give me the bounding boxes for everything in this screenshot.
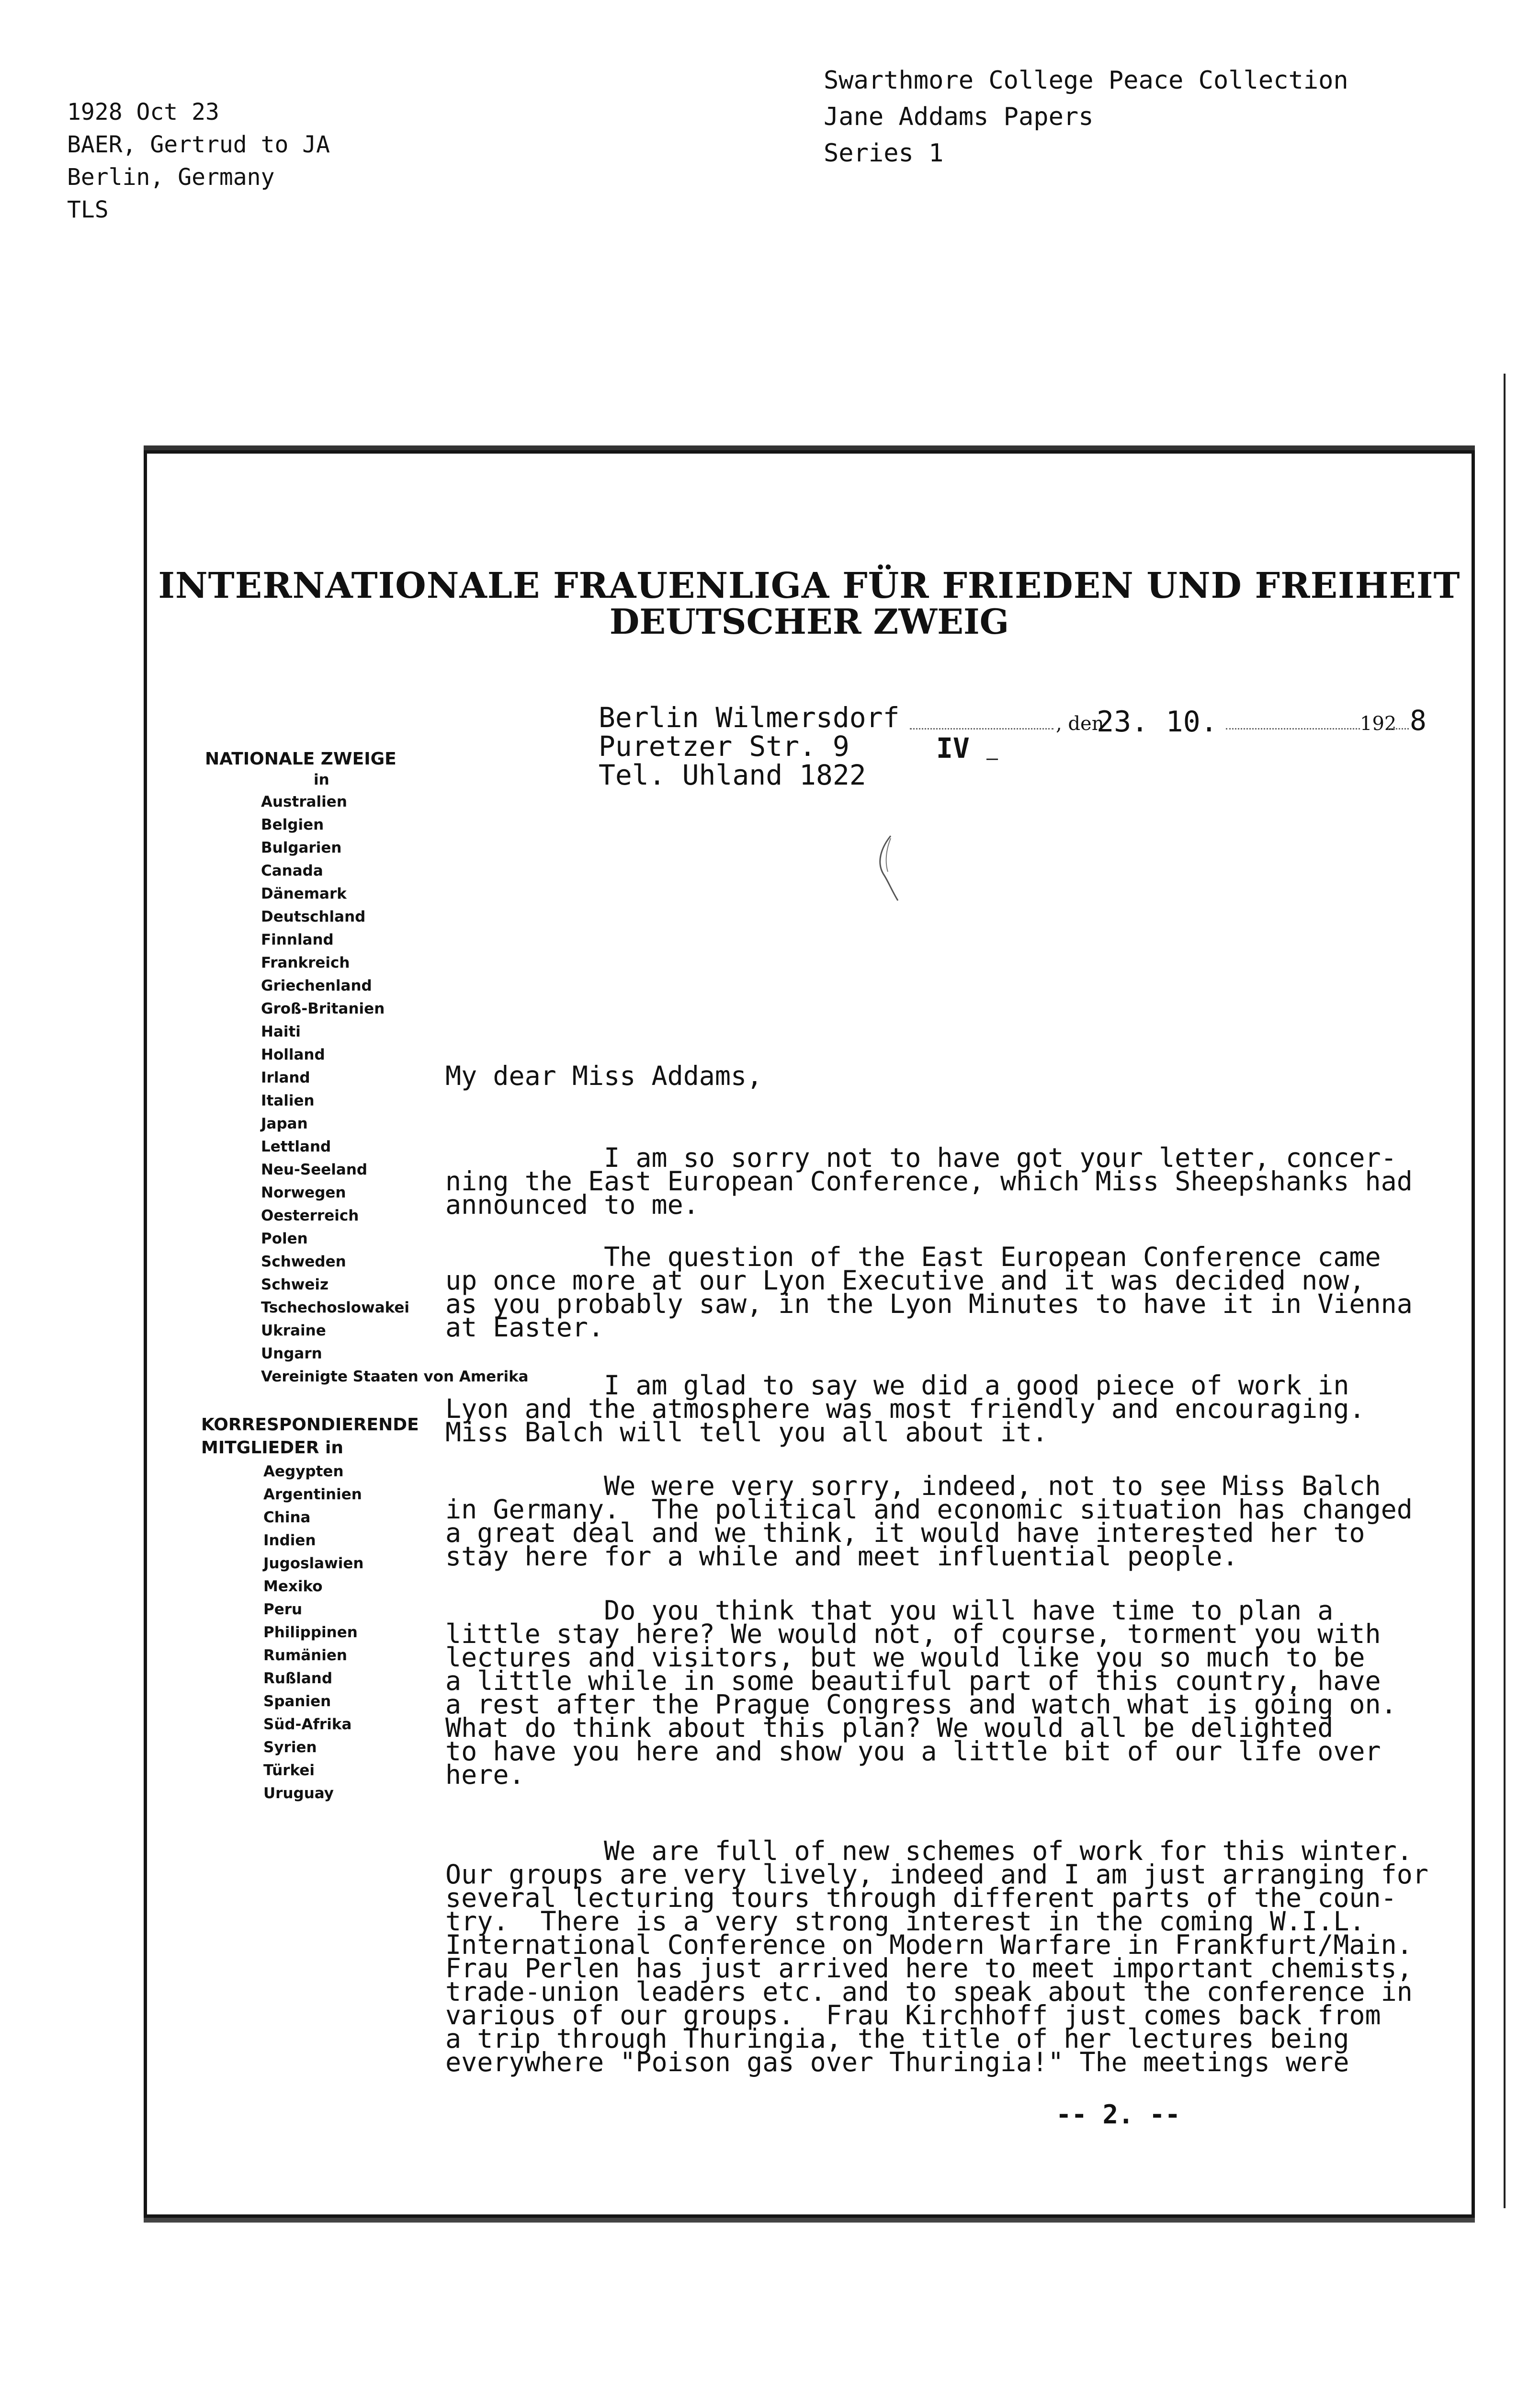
paragraph-line: up once more at our Lyon Executive and it was decided now, — [445, 1265, 1365, 1296]
country-item: Groß-Britanien — [261, 1000, 385, 1017]
country-item: Polen — [261, 1230, 308, 1247]
country-item: Neu-Seeland — [261, 1161, 368, 1178]
dateline-dots-year — [1388, 728, 1409, 730]
corresponding-members-heading-2: MITGLIEDER in — [201, 1438, 343, 1458]
corresponding-item: Uruguay — [263, 1785, 334, 1802]
paragraph-line: announced to me. — [445, 1189, 699, 1220]
dash-mark: — — [986, 747, 998, 769]
paragraph-line: little stay here? We would not, of course, torment you with — [445, 1619, 1381, 1649]
address-line-city: Berlin Wilmersdorf — [599, 701, 900, 734]
paragraph-line: We were very sorry, indeed, not to see Miss Balch — [445, 1471, 1381, 1501]
collection-label-papers: Jane Addams Papers — [824, 103, 1094, 131]
paragraph-line: We are full of new schemes of work for this winter. — [445, 1836, 1413, 1866]
salutation-text: My dear Miss Addams, — [445, 1061, 763, 1091]
country-item: Canada — [261, 862, 323, 879]
collection-label-name: Swarthmore College Peace Collection — [824, 66, 1348, 95]
country-item: Bulgarien — [261, 839, 342, 856]
country-item: Australien — [261, 793, 347, 810]
corresponding-item: Türkei — [263, 1762, 315, 1779]
country-item: Deutschland — [261, 908, 366, 925]
corresponding-item: Argentinien — [263, 1486, 362, 1503]
corresponding-item: Syrien — [263, 1739, 317, 1756]
country-item: Italien — [261, 1092, 315, 1109]
corresponding-item: Rumänien — [263, 1647, 347, 1664]
salutation — [445, 1061, 763, 1091]
sender-address — [599, 703, 900, 789]
country-item: Dänemark — [261, 885, 347, 902]
paragraph-line: International Conference on Modern Warfare in Frankfurt/Main. — [445, 1929, 1413, 1960]
paragraph-line: stay here for a while and meet influential people. — [445, 1541, 1238, 1572]
address-line-street: Puretzer Str. 9 — [599, 730, 849, 763]
country-item: Japan — [261, 1115, 308, 1132]
paper-edge — [1504, 374, 1506, 2208]
dateline-date: 23. 10. — [1097, 705, 1218, 739]
paragraph-line: various of our groups. Frau Kirchhoff just comes back from — [445, 2000, 1381, 2030]
paragraph-line: try. There is a very strong interest in the coming W.I.L. — [445, 1906, 1365, 1937]
paragraph-line: Frau Perlen has just arrived here to meet important chemists, — [445, 1953, 1413, 1984]
address-floor: IV — [936, 732, 970, 764]
paragraph — [445, 1142, 1413, 1220]
paragraph-line: at Easter. — [445, 1312, 604, 1343]
archive-label — [67, 96, 330, 226]
country-item: Schweden — [261, 1253, 346, 1270]
country-item: Frankreich — [261, 954, 350, 971]
corresponding-item: Mexiko — [263, 1578, 323, 1595]
country-item: Irland — [261, 1069, 310, 1086]
national-branches-heading: NATIONALE ZWEIGE — [205, 749, 396, 769]
paragraph-line: I am so sorry not to have got your letter, concer- — [445, 1142, 1397, 1173]
country-item: Holland — [261, 1046, 325, 1063]
collection-label-series: Series 1 — [824, 139, 944, 168]
paragraph-line: everywhere "Poison gas over Thuringia!" The meetings were — [445, 2047, 1349, 2077]
country-item: Schweiz — [261, 1276, 329, 1293]
dateline-year-prefix: 192 — [1360, 713, 1397, 735]
country-item: Oesterreich — [261, 1207, 359, 1224]
paragraph-line: to have you here and show you a little bit of our life over — [445, 1736, 1381, 1767]
paragraph-line: The question of the East European Conference came — [445, 1242, 1381, 1272]
paragraph-line: as you probably saw, in the Lyon Minutes to have it in Vienna — [445, 1289, 1413, 1319]
paragraph-line: Our groups are very lively, indeed and I am just arranging for — [445, 1859, 1428, 1890]
paragraph-line: What do think about this plan? We would all be delighted — [445, 1712, 1334, 1743]
letterhead-title: INTERNATIONALE FRAUENLIGA FÜR FRIEDEN UND FREIHEIT — [158, 565, 1461, 606]
national-branches-in: in — [314, 771, 329, 788]
country-item: Ukraine — [261, 1322, 326, 1339]
country-item: Lettland — [261, 1138, 331, 1155]
paragraph-line: I am glad to say we did a good piece of work in — [445, 1370, 1349, 1401]
corresponding-item: Jugoslawien — [263, 1555, 364, 1572]
country-item: Tschechoslowakei — [261, 1299, 410, 1316]
paragraph — [445, 1471, 1413, 1572]
paragraph-line: several lecturing tours through different parts of the coun- — [445, 1882, 1397, 1913]
dateline-den: , den — [1056, 713, 1104, 735]
pencil-mark-icon — [872, 833, 905, 905]
address-line-phone: Tel. Uhland 1822 — [599, 759, 866, 791]
paragraph-line: a rest after the Prague Congress and watch what is going on. — [445, 1689, 1397, 1720]
corresponding-item: Philippinen — [263, 1624, 358, 1641]
country-item: Ungarn — [261, 1345, 322, 1362]
collection-label — [824, 62, 1348, 171]
paragraph — [445, 1370, 1365, 1448]
country-item: Norwegen — [261, 1184, 346, 1201]
frame-top-shadow — [144, 445, 1475, 450]
paragraph-line: a trip through Thuringia, the title of her lectures being — [445, 2023, 1349, 2054]
corresponding-item: Süd-Afrika — [263, 1716, 352, 1733]
paragraph-line: in Germany. The political and economic situation has changed — [445, 1494, 1413, 1525]
paragraph-line: trade-union leaders etc. and to speak about the conference in — [445, 1976, 1413, 2007]
corresponding-item: Peru — [263, 1601, 303, 1618]
country-item: Haiti — [261, 1023, 301, 1040]
paragraph-line: a great deal and we think, it would have interested her to — [445, 1517, 1365, 1548]
corresponding-item: Aegypten — [263, 1463, 344, 1480]
paragraph — [445, 1595, 1397, 1790]
archive-label-type: TLS — [67, 196, 109, 223]
corresponding-members-heading: KORRESPONDIERENDE — [201, 1415, 419, 1435]
paragraph-line: lectures and visitors, but we would like you so much to be — [445, 1642, 1365, 1673]
paragraph-line: a little while in some beautiful part of this country, have — [445, 1665, 1381, 1696]
paragraph-line: Do you think that you will have time to plan a — [445, 1595, 1334, 1626]
corresponding-item: Indien — [263, 1532, 316, 1549]
paragraph — [445, 1836, 1428, 2077]
archive-label-correspondents: BAER, Gertrud to JA — [67, 131, 330, 158]
country-item: Finnland — [261, 931, 334, 948]
corresponding-item: Rußland — [263, 1670, 333, 1687]
corresponding-item: Spanien — [263, 1693, 331, 1710]
corresponding-item: China — [263, 1509, 311, 1526]
letterhead-subtitle: DEUTSCHER ZWEIG — [609, 601, 1009, 642]
country-item: Vereinigte Staaten von Amerika — [261, 1368, 529, 1385]
paragraph-line: here. — [445, 1759, 525, 1790]
dateline-year-suffix: 8 — [1410, 704, 1427, 737]
archive-label-date: 1928 Oct 23 — [67, 99, 219, 125]
paragraph-line: ning the East European Conference, which Miss Sheepshanks had — [445, 1166, 1413, 1197]
paragraph — [445, 1242, 1413, 1343]
page-indicator: -- 2. -- — [1056, 2099, 1181, 2130]
dateline-dots-left — [910, 728, 1053, 730]
dateline-dots-mid — [1226, 728, 1360, 730]
country-item: Belgien — [261, 816, 324, 833]
paragraph-line: Lyon and the atmosphere was most friendly and encouraging. — [445, 1393, 1365, 1424]
country-item: Griechenland — [261, 977, 372, 994]
archive-label-place: Berlin, Germany — [67, 164, 275, 191]
paragraph-line: Miss Balch will tell you all about it. — [445, 1417, 1048, 1448]
frame-bottom-shadow — [144, 2218, 1475, 2223]
